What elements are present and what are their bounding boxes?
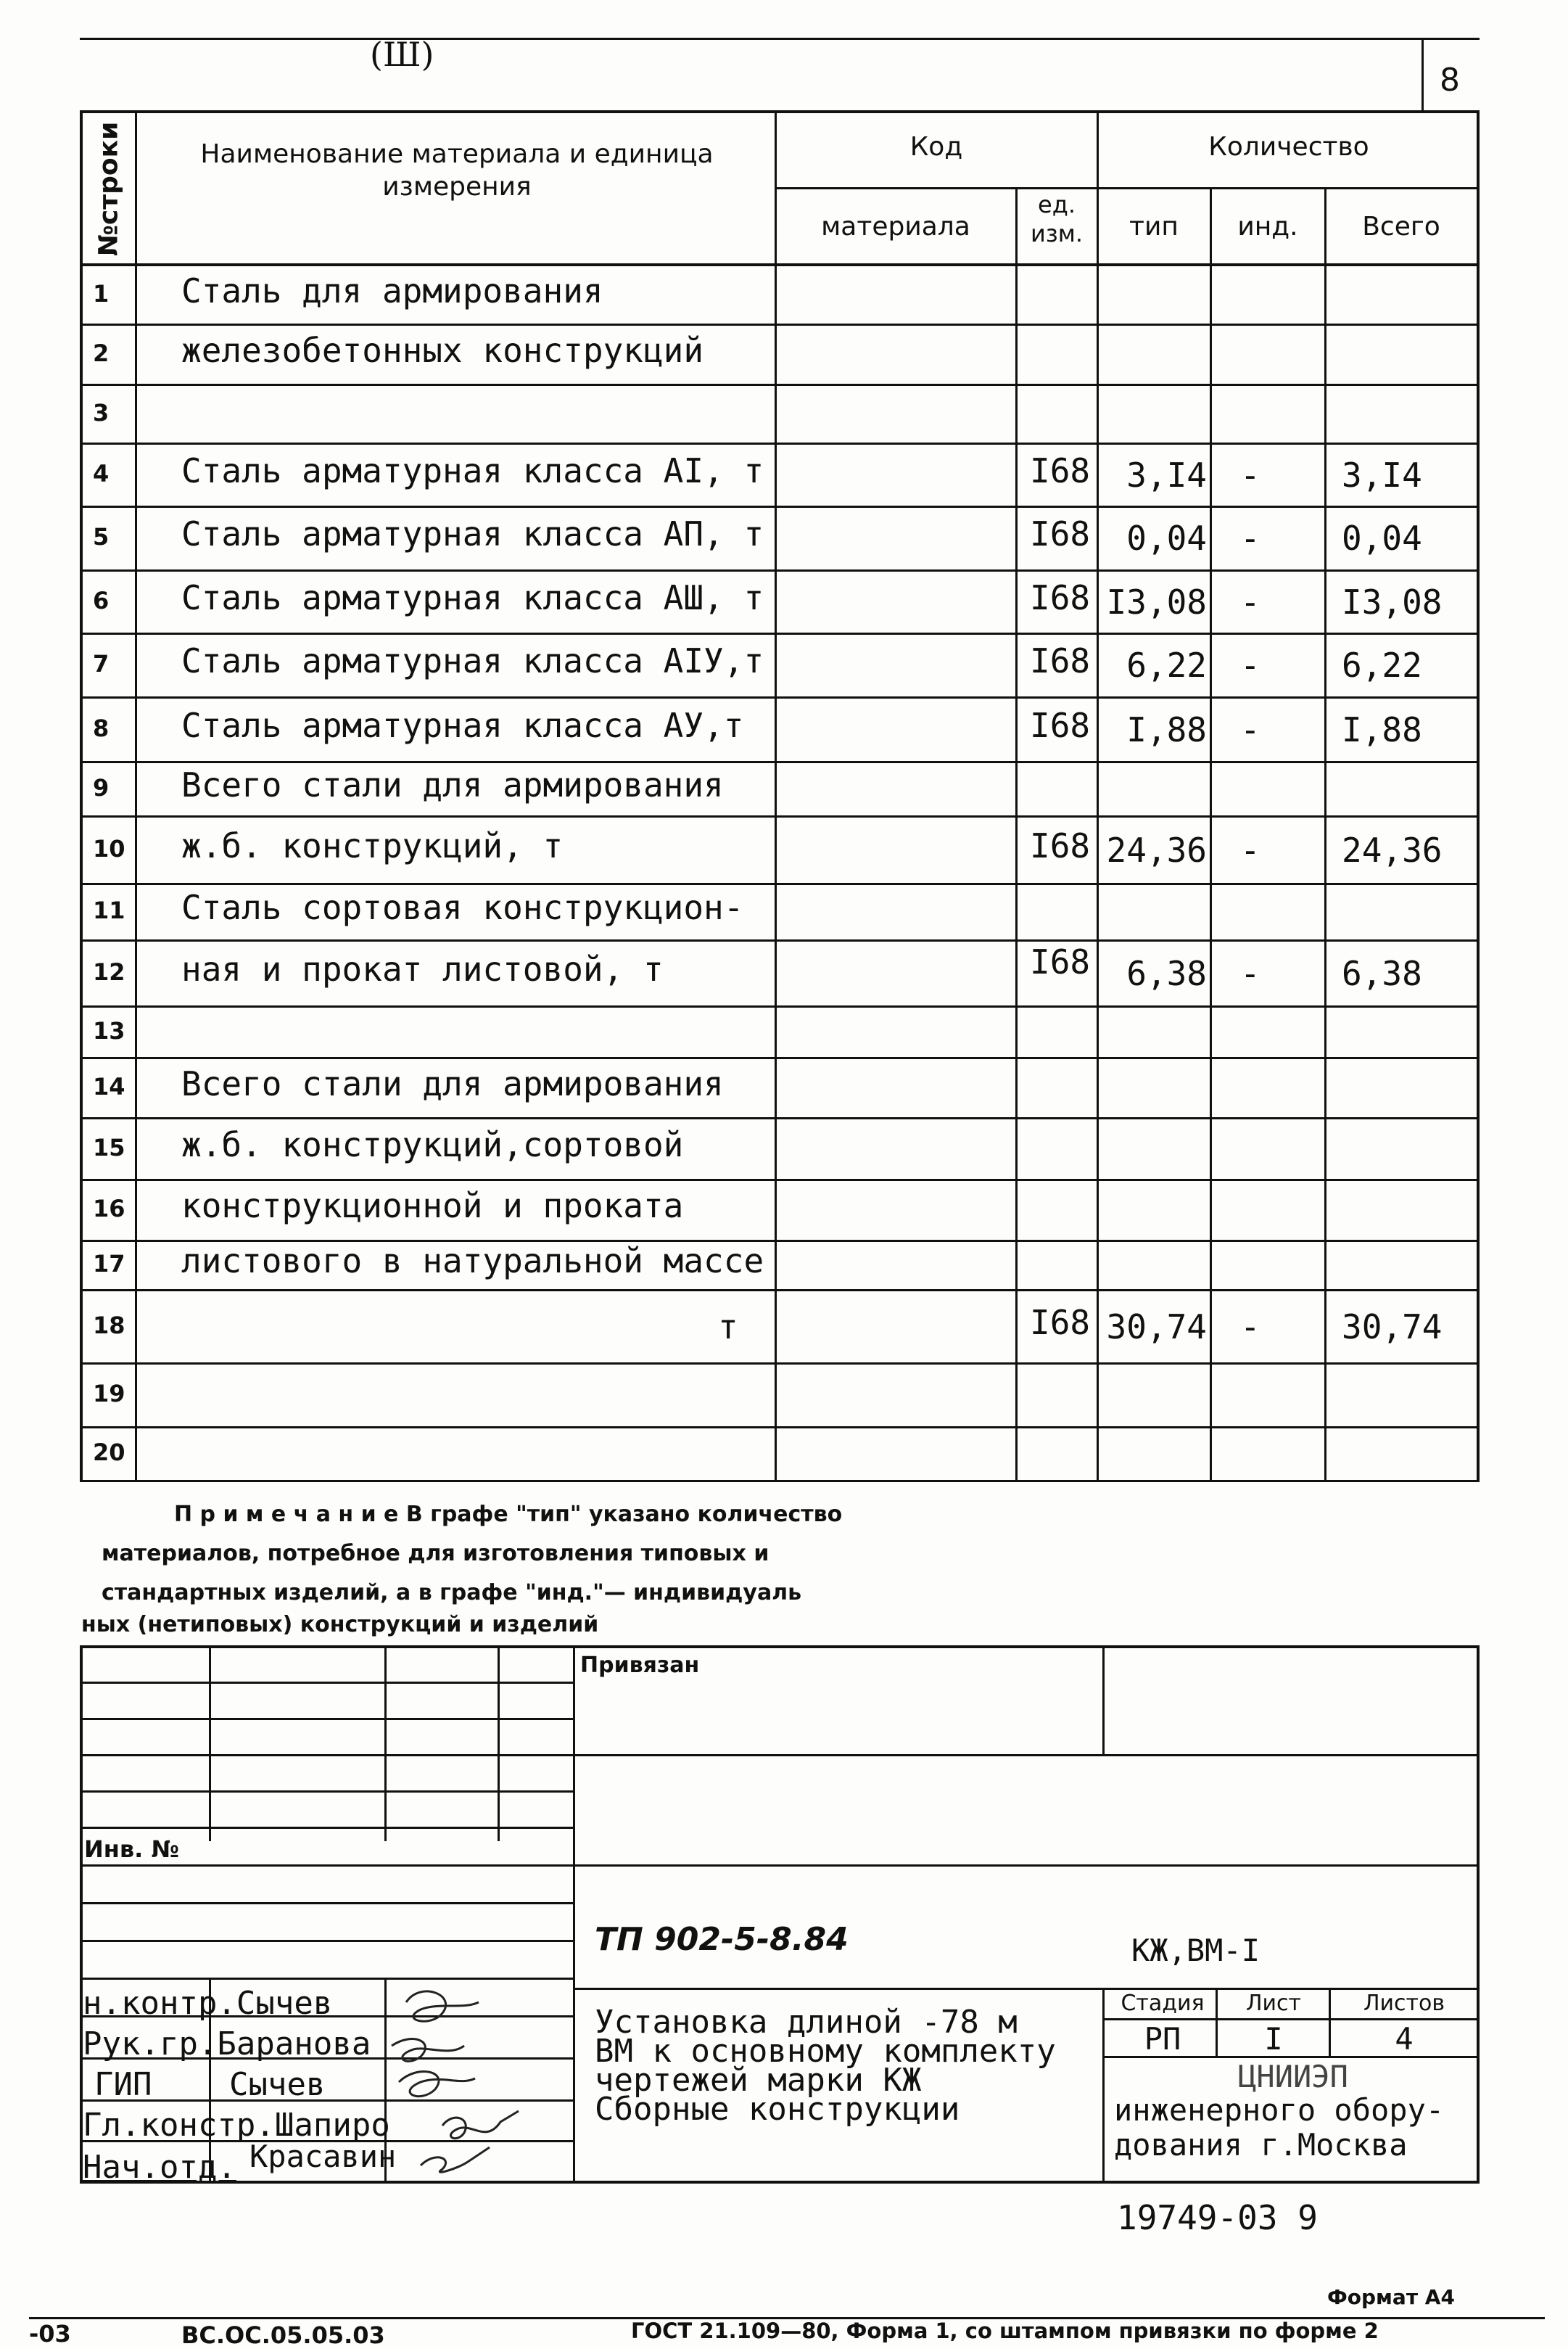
row-number: 1 [93,279,110,308]
row-divider [80,324,1480,326]
sheet-mark: (Ш) [370,35,434,74]
row-name: железобетонных конструкций [181,330,704,370]
stamp-vline-main [573,1645,575,2182]
table-top-line [80,110,1480,113]
row-unit-code: I68 [1030,1302,1091,1342]
row-divider [80,1179,1480,1181]
note-line-1: П р и м е ч а н и е В графе "тип" указано количество [174,1502,843,1527]
row-divider [80,569,1480,572]
stage-value: РП [1144,2021,1181,2057]
row-name: конструкционной и проката [181,1186,684,1225]
row-name: Сталь сортовая конструкцион- [181,888,744,927]
stage-label: Стадия [1121,1991,1205,2016]
top-border-line [80,38,1480,40]
row-total-qty: 6,22 [1342,646,1422,685]
signer-dept-head-label: Нач.отд. [83,2149,236,2186]
row-number: 16 [93,1195,125,1222]
row-number: 11 [93,897,125,924]
row-total-qty: 6,38 [1342,953,1422,993]
drawing-mark-code: КЖ,ВМ-I [1131,1933,1260,1968]
row-name: Сталь для армирования [181,271,603,310]
row-name: ж.б. конструкций, т [181,826,564,865]
sheets-label: Листов [1363,1991,1445,2016]
row-unit-code: I68 [1030,577,1091,617]
row-number: 15 [93,1133,125,1161]
row-number: 17 [93,1250,125,1278]
row-name: ная и прокат листовой, т [181,949,664,989]
row-ind-qty: - [1240,830,1260,870]
title-line-2: ВМ к основному комплекту [595,2033,1056,2070]
row-number: 12 [93,958,125,986]
row-total-qty: 24,36 [1342,830,1443,870]
row-total-qty: 3,I4 [1342,455,1422,495]
row-name: Сталь арматурная класса АI, т [181,451,764,490]
document-number: 19749-03 9 [1117,2198,1318,2237]
row-name: листового в натуральной массе [181,1241,764,1280]
row-divider [80,1426,1480,1428]
row-ind-qty: - [1240,455,1260,495]
stamp-hline-2 [80,1718,573,1720]
header-bottom-line [80,263,1480,266]
col-header-code: Код [909,132,963,162]
project-number: ТП 902-5-8.84 [595,1921,849,1958]
row-ind-qty: - [1240,1307,1260,1346]
row-unit-code: I68 [1030,451,1091,490]
row-name: Всего стали для армирования [181,765,724,805]
row-typ-qty: 30,74 [1106,1307,1207,1346]
sheets-value: 4 [1395,2021,1414,2057]
stamp-vline-2 [384,1645,387,1841]
signer-gip-label: ГИП [94,2066,152,2103]
org-line-1: ЦНИИЭП [1238,2059,1348,2094]
row-divider [80,815,1480,818]
row-name: ж.б. конструкций,сортовой [181,1124,684,1164]
col-header-typ: тип [1129,212,1179,242]
row-name: Сталь арматурная класса АIУ,т [181,641,764,680]
col-header-name: Наименование материала и единица измерения [200,139,714,202]
row-number: 18 [93,1311,125,1339]
title-line-3: чертежей марки КЖ [595,2062,922,2099]
row-divider [80,1289,1480,1291]
row-unit-code: I68 [1030,942,1091,982]
row-number: 6 [93,586,110,614]
stamp-vline-bound [1102,1645,1105,1754]
row-number: 4 [93,459,110,488]
col-line-rowno [135,110,137,1481]
row-name: Сталь арматурная класса АУ,т [181,705,744,745]
row-ind-qty: - [1240,582,1260,622]
row-divider [80,443,1480,445]
row-total-qty: 30,74 [1342,1307,1443,1346]
row-typ-qty: 0,04 [1126,519,1207,558]
footer-series: ВС.ОС.05.05.03 [181,2321,385,2349]
col-header-total: Всего [1362,212,1440,242]
row-number: 3 [93,398,110,427]
stamp-vline-sheet [1216,1988,1218,2056]
stamp-vline-sheets [1329,1988,1331,2056]
page-number-box-left [1421,38,1424,110]
col-line-ind [1324,187,1326,1481]
stamp-vline-1 [209,1645,211,1841]
signer-dept-head-name: Красавин [249,2139,397,2174]
row-typ-qty: 6,38 [1126,953,1207,993]
row-typ-qty: 6,22 [1126,646,1207,685]
page-number: 8 [1440,62,1460,99]
row-ind-qty: - [1240,646,1260,685]
row-divider [80,1117,1480,1119]
note-line-2: материалов, потребное для изготовления типовых и [102,1541,769,1566]
bound-label: Привязан [580,1653,700,1678]
row-divider [80,1480,1480,1482]
stamp-hline-4 [80,1790,573,1793]
sheet-value: I [1264,2021,1283,2057]
row-number: 9 [93,773,110,802]
row-name: т [718,1307,738,1346]
row-typ-qty: I3,08 [1106,582,1207,622]
col-header-material: материала [821,212,970,242]
col-header-quantity: Количество [1208,132,1369,162]
org-line-3: дования г.Москва [1114,2127,1408,2163]
row-divider [80,939,1480,942]
row-typ-qty: 24,36 [1106,830,1207,870]
note-line-3: стандартных изделий, а в графе "инд."— индивидуаль [102,1580,802,1605]
row-divider [80,1005,1480,1008]
title-line-4: Сборные конструкции [595,2091,960,2128]
row-divider [80,1057,1480,1059]
row-number: 20 [93,1439,125,1466]
row-ind-qty: - [1240,709,1260,749]
signature-scribbles [377,1973,566,2184]
stamp-hline-stage [1102,2018,1480,2020]
row-divider [80,506,1480,508]
row-name: Сталь арматурная класса АШ, т [181,577,764,617]
row-total-qty: 0,04 [1342,519,1422,558]
footer-gost: ГОСТ 21.109—80, Форма 1, со штампом привязки по форме 2 [631,2319,1379,2343]
row-name: Сталь арматурная класса АП, т [181,514,764,554]
stamp-right-line [1477,1645,1480,2182]
row-unit-code: I68 [1030,705,1091,745]
stamp-vline-stage [1102,1988,1105,2182]
col-line-typ [1210,187,1212,1481]
stamp-top-line [80,1645,1480,1648]
col-header-ind: инд. [1237,212,1298,242]
row-total-qty: I3,08 [1342,582,1443,622]
row-unit-code: I68 [1030,514,1091,554]
row-divider [80,384,1480,386]
col-line-name [775,110,777,1481]
row-number: 10 [93,834,125,863]
stamp-hline-6 [80,1864,1480,1867]
org-line-2: инженерного обору- [1114,2092,1445,2128]
row-unit-code: I68 [1030,641,1091,680]
col-line-unit [1097,110,1099,1481]
stamp-left-line [80,1645,83,2182]
col-header-unit: ед. изм. [1030,191,1084,247]
stamp-hline-3 [80,1754,1480,1756]
signer-group-head: Рук.гр.Баранова [83,2025,371,2062]
inventory-number-label: Инв. № [84,1835,179,1863]
row-divider [80,696,1480,699]
col-line-material [1015,187,1018,1481]
row-ind-qty: - [1240,519,1260,558]
row-name: Всего стали для армирования [181,1064,724,1103]
stamp-hline-7 [80,1902,573,1904]
row-number: 19 [93,1380,125,1407]
row-divider [80,633,1480,635]
row-number: 2 [93,339,110,367]
stamp-hline-title [573,1988,1480,1990]
col-header-row-no: №строки [94,121,124,257]
stamp-hline-1 [80,1682,573,1684]
row-typ-qty: I,88 [1126,709,1207,749]
row-typ-qty: 3,I4 [1126,455,1207,495]
row-divider [80,761,1480,763]
header-mid-line [775,187,1480,189]
row-ind-qty: - [1240,953,1260,993]
footer-left-code: -03 [29,2320,71,2348]
stamp-vline-3 [498,1645,500,1841]
note-line-4: ных (нетиповых) конструкций и изделий [81,1612,599,1637]
row-number: 8 [93,714,110,742]
format-label: Формат А4 [1327,2285,1455,2309]
row-number: 14 [93,1072,125,1101]
title-line-1: Установка длиной -78 м [595,2004,1018,2041]
signer-gip-name: Сычев [229,2066,326,2103]
signer-norm-control: н.контр.Сычев [83,1985,333,2022]
stamp-bottom-line [80,2181,1480,2184]
table-right-line [1477,110,1480,1481]
stamp-hline-8 [80,1940,573,1942]
stamp-hline-5 [80,1827,573,1829]
row-unit-code: I68 [1030,826,1091,865]
table-left-line [80,110,83,1481]
signer-chief-designer: Гл.констр.Шапиро [83,2107,390,2144]
row-total-qty: I,88 [1342,709,1422,749]
sheet-label: Лист [1245,1991,1302,2016]
row-number: 5 [93,523,110,551]
row-divider [80,883,1480,885]
row-divider [80,1362,1480,1365]
row-number: 7 [93,650,110,678]
row-number: 13 [93,1016,125,1045]
